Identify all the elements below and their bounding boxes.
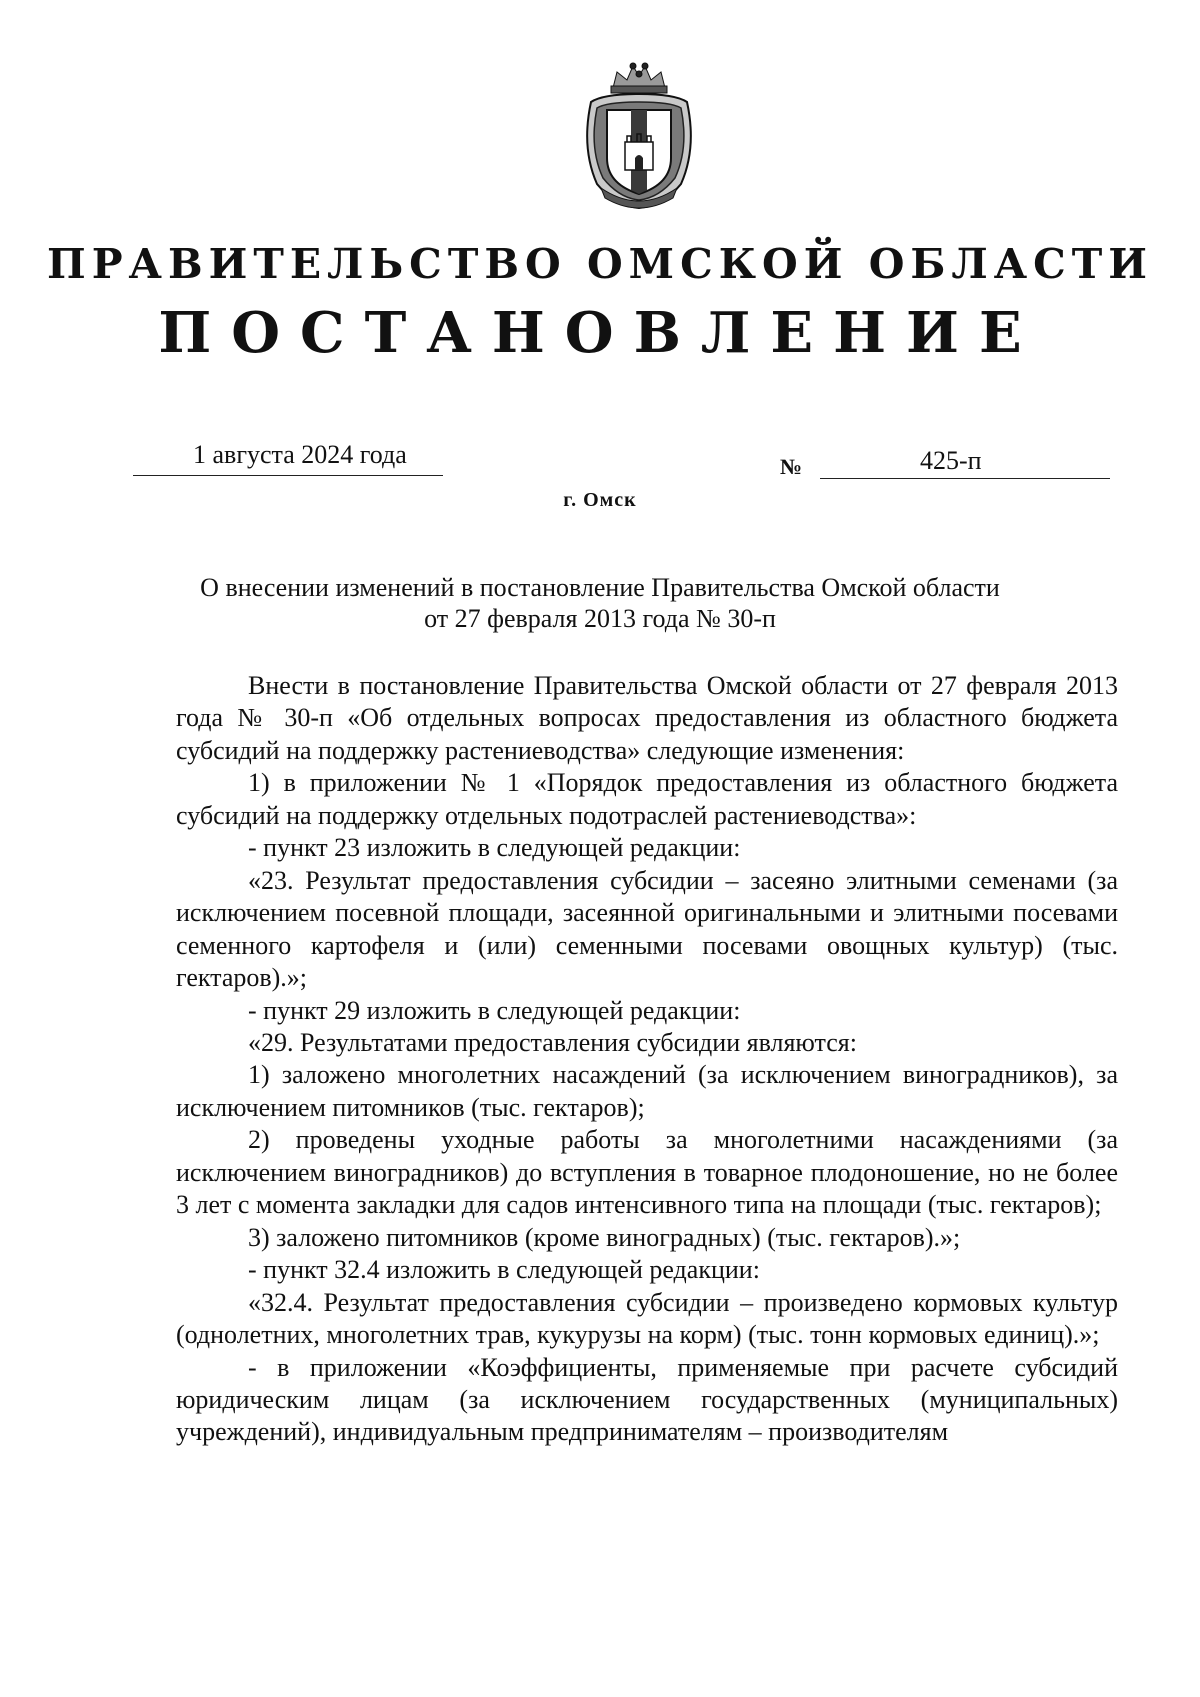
paragraph: «32.4. Результат предоставления субсидии – произведено кормовых культур (однолетних, многолетних трав, кукурузы на корм) (тыс. тонн кормовых единиц).»;	[176, 1287, 1118, 1350]
government-name: ПРАВИТЕЛЬСТВО ОМСКОЙ ОБЛАСТИ	[47, 240, 1153, 288]
document-body	[176, 670, 1118, 1449]
paragraph: - пункт 29 изложить в следующей редакции:	[248, 995, 741, 1025]
document-type: ПОСТАНОВЛЕНИЕ	[158, 300, 1042, 366]
paragraph: «23. Результат предоставления субсидии – засеяно элитными семенами (за исключением посевной площади, засеянной оригинальными и элитными посевами семенного картофеля и (или) семенными посевами овощных культур) (тыс. гектаров).»;	[176, 865, 1118, 993]
coat-of-arms-icon	[575, 58, 703, 210]
number-underline	[820, 478, 1110, 479]
date-underline	[133, 475, 443, 476]
paragraph: - пункт 23 изложить в следующей редакции:	[248, 833, 741, 863]
document-number	[780, 444, 1110, 488]
paragraph: 3) заложено питомников (кроме виноградных) (тыс. гектаров).»;	[248, 1222, 961, 1252]
paragraph: - в приложении «Коэффициенты, применяемые при расчете субсидий юридическим лицам (за исключением государственных (муниципальных) учреждений), индивидуальным предпринимателям – производителям	[176, 1352, 1118, 1447]
paragraph: Внести в постановление Правительства Омской области от 27 февраля 2013 года № 30-п «Об отдельных вопросах предоставления из областного бюджета субсидий на поддержку растениеводства» следующие изменения:	[176, 671, 1118, 765]
document-subject	[150, 572, 1050, 634]
date-value: 1 августа 2024 года	[193, 440, 407, 469]
paragraph: 1) заложено многолетних насаждений (за исключением виноградников), за исключением питомников (тыс. гектаров);	[176, 1060, 1118, 1122]
number-sign: №	[780, 454, 803, 479]
paragraph: - пункт 32.4 изложить в следующей редакции:	[248, 1255, 760, 1285]
city: г. Омск	[563, 489, 637, 511]
document-date	[133, 438, 443, 482]
paragraph: 1) в приложении № 1 «Порядок предоставления из областного бюджета субсидий на поддержку отдельных подотраслей растениеводства»:	[176, 768, 1118, 830]
subject-line-1: О внесении изменений в постановление Правительства Омской области	[200, 573, 1000, 602]
paragraph: 2) проведены уходные работы за многолетними насаждениями (за исключением виноградников) до вступления в товарное плодоношение, но не более 3 лет с момента закладки для садов интенсивного типа на площади (тыс. гектаров);	[176, 1125, 1118, 1220]
number-value: 425-п	[920, 446, 982, 475]
subject-line-2: от 27 февраля 2013 года № 30-п	[424, 604, 776, 633]
paragraph: «29. Результатами предоставления субсидии являются:	[248, 1027, 857, 1057]
